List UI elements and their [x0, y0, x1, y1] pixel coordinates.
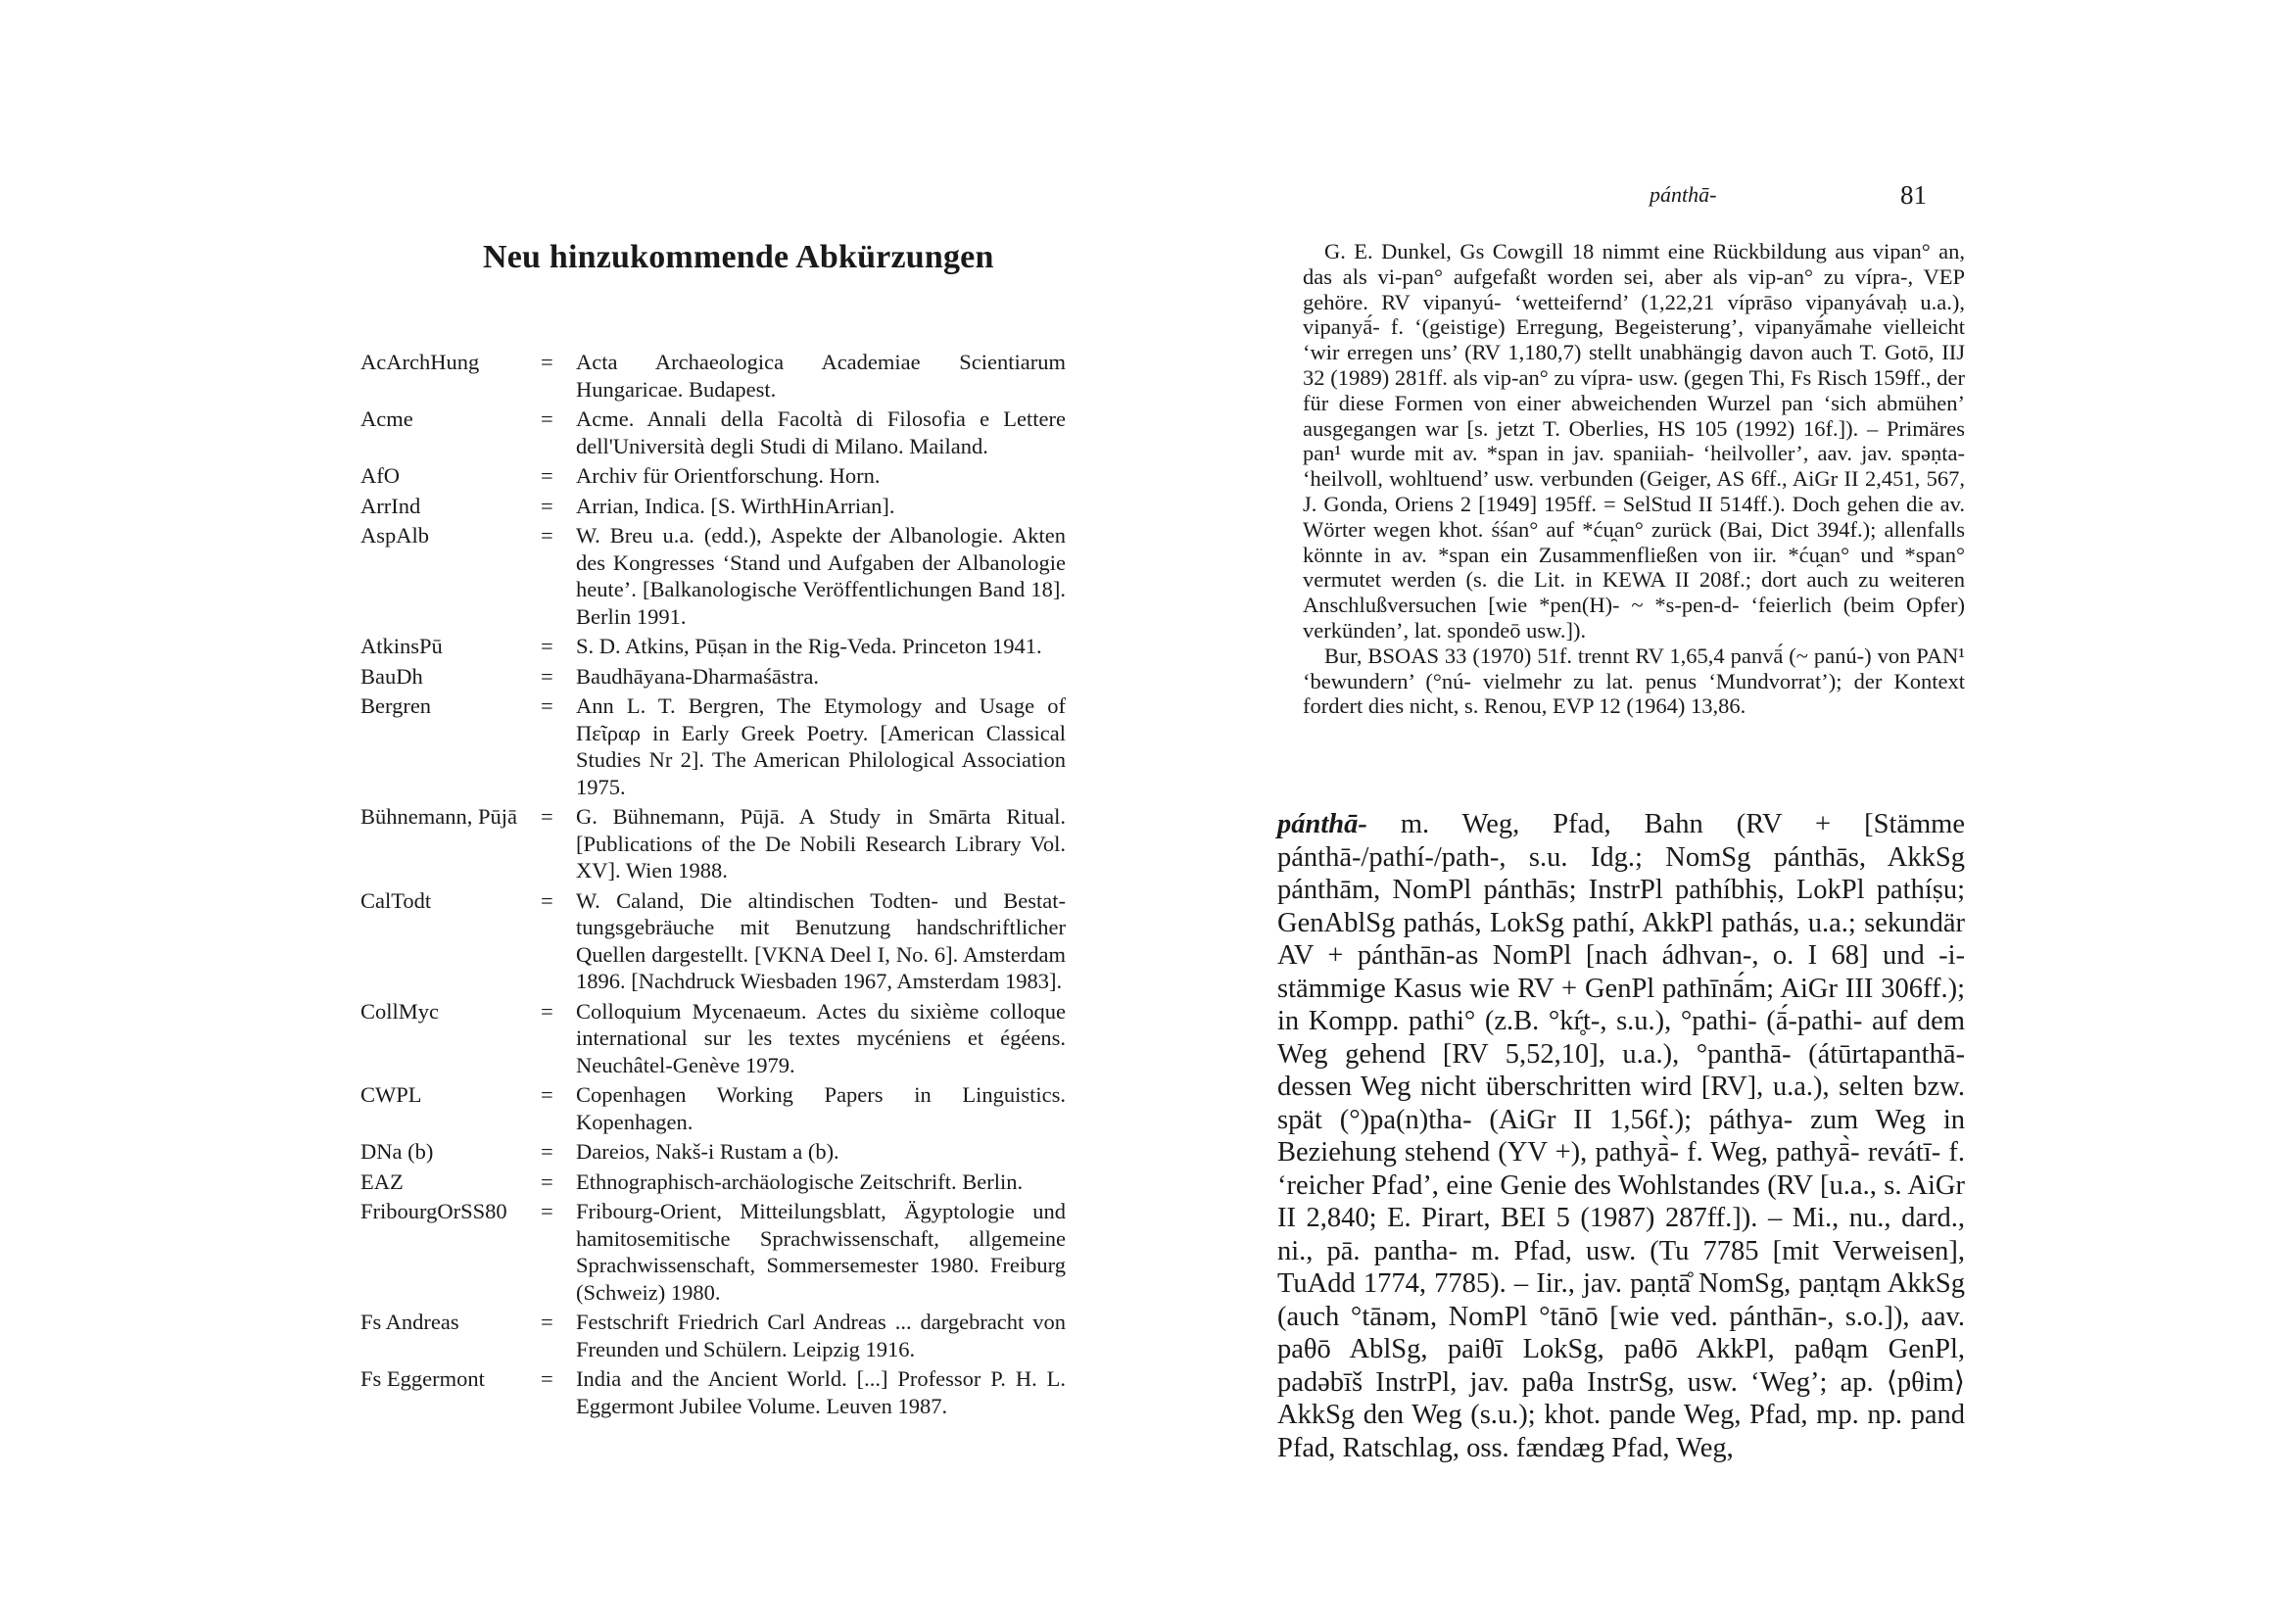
abbreviation-definition: Baudhāyana-Dharmaśāstra. — [576, 663, 820, 689]
abbreviation-entry — [360, 887, 1066, 995]
abbreviation-entry — [360, 692, 1066, 800]
abbreviation-entry — [360, 406, 1066, 459]
equals-sign: = — [541, 998, 553, 1024]
abbreviation-term: ArrInd — [360, 493, 421, 518]
equals-sign: = — [541, 523, 553, 548]
entry-headword: pánthā- — [1277, 809, 1367, 839]
equals-sign: = — [541, 663, 553, 689]
abbreviation-entry — [360, 1365, 1066, 1419]
abbreviation-term: CalTodt — [360, 887, 432, 913]
abbreviation-term: AspAlb — [360, 523, 430, 548]
abbreviation-definition: G. Bühnemann, Pūjā. A Study in Smārta Ritual. [Publications of the De Nobili Research Library Vol. XV]. Wien 1988. — [576, 804, 1066, 883]
abbreviation-entry — [360, 462, 1066, 490]
abbreviation-term: EAZ — [360, 1169, 404, 1194]
entry-text: m. Weg, Pfad, Bahn (RV + [Stämme pánthā-/pathí-/path-, s.u. Idg.; NomSg pánthās, AkkSg pánthām, NomPl pánthās; InstrPl pathíbhiṣ, LokPl pathíṣu; GenAblSg pathás, LokSg pathí, AkkPl pathás, u.a.; sekundär AV + pánthān-as NomPl [nach ádhvan-, o. I 68] und -i-stämmige Kasus wie RV + GenPl pathīnā́m; AiGr III 306ff.); in Kompp. pathi° (z.B. °kŕ̥t-, s.u.), °pathi- (ā́-pathi- auf dem Weg gehend [RV 5,52,10], u.a.), °panthā- (átūrtapanthā- dessen Weg nicht überschritten wird [RV], u.a.), selten bzw. spät (°)pa(n)tha- (AiGr II 1,56f.); páthya- zum Weg in Beziehung stehend (YV +), pathyā̀- f. Weg, pathyā̀- revátī- f. ‘reicher Pfad’, eine Genie des Wohlstandes (RV [u.a., s. AiGr II 2,840; E. Pirart, BEI 5 (1987) 287ff.]). – Mi., nu., dard., ni., pā. pantha- m. Pfad, usw. (Tu 7785 [mit Verweisen], TuAdd 1774, 7785). – Iir., jav. paṇtā̊ NomSg, paṇtąm AkkSg (auch °tānəm, NomPl °tānō [wie ved. pánthān-, s.o.]), aav. paθō AblSg, paiθī LokSg, paθō AkkPl, paθąm GenPl, padəbīš InstrPl, jav. paθa InstrSg, usw. ‘Weg’; ap. ⟨pθim⟩ AkkSg den Weg (s.u.); khot. pande Weg, Pfad, mp. np. pand Pfad, Ratschlag, oss. fændæg Pfad, Weg, — [1277, 809, 1965, 1463]
etymology-note — [1303, 239, 1965, 719]
abbreviation-term: AtkinsPū — [360, 634, 443, 658]
abbreviation-entry — [360, 1309, 1066, 1362]
equals-sign: = — [541, 350, 553, 374]
equals-sign: = — [541, 693, 553, 718]
equals-sign: = — [541, 463, 553, 488]
abbreviation-definition: Ethnographisch-archäologische Zeitschrift. Berlin. — [576, 1169, 1024, 1194]
abbreviation-term: Acme — [360, 406, 413, 431]
running-head: pánthā- — [1650, 182, 1717, 207]
equals-sign: = — [541, 406, 553, 431]
abbreviation-definition: India and the Ancient World. [...] Professor P. H. L. Eggermont Jubilee Volume. Leuven 1987. — [576, 1366, 1066, 1418]
abbreviation-term: Bergren — [360, 693, 432, 718]
abbreviation-definition: Acta Archaeologica Academiae Scientiarum Hungaricae. Budapest. — [576, 350, 1066, 402]
abbreviation-definition: S. D. Atkins, Pūṣan in the Rig-Veda. Princeton 1941. — [576, 634, 1042, 658]
note-paragraph: Bur, BSOAS 33 (1970) 51f. trennt RV 1,65,4 panvā́ (~ panú-) von PAN¹ ‘bewundern’ (°nú- vielmehr zu lat. penus ‘Mundvorrat’); der Kontext fordert dies nicht, s. Renou, EVP 12 (1964) 13,86. — [1303, 643, 1965, 719]
abbreviation-entry — [360, 803, 1066, 884]
abbreviation-definition: Arrian, Indica. [S. WirthHinArrian]. — [576, 493, 895, 518]
abbreviation-definition: W. Breu u.a. (edd.), Aspekte der Albanologie. Akten des Kongresses ‘Stand und Aufgaben der Albanologie heute’. [Balkanologische Veröffentlichungen Band 18]. Berlin 1991. — [576, 523, 1066, 629]
equals-sign: = — [541, 1310, 553, 1334]
abbreviation-definition: Copenhagen Working Papers in Linguistics. Kopenhagen. — [576, 1082, 1066, 1134]
abbreviation-definition: Dareios, Nakš-i Rustam a (b). — [576, 1139, 839, 1164]
abbreviation-term: CollMyc — [360, 998, 440, 1024]
equals-sign: = — [541, 1139, 553, 1164]
equals-sign: = — [541, 1199, 553, 1223]
abbreviation-term: AcArchHung — [360, 350, 480, 374]
abbreviation-entry — [360, 1198, 1066, 1306]
abbreviation-entry — [360, 1169, 1066, 1196]
abbreviation-definition: W. Caland, Die altindischen Todten- und Bestattungsgebräuche mit Benutzung handschriftlicher Quellen dargestellt. [VKNA Deel I, No. 6]. Amsterdam 1896. [Nachdruck Wiesbaden 1967, Amsterdam 1983]. — [576, 887, 1066, 993]
entry-paragraph — [1277, 808, 1965, 1464]
dictionary-entry — [1277, 808, 1965, 1464]
abbreviation-definition: Fribourg-Orient, Mitteilungsblatt, Ägyptologie und hamitosemitische Sprachwissenschaft, allgemeine Sprachwissenschaft, Sommersemester 1980. Freiburg (Schweiz) 1980. — [576, 1199, 1066, 1305]
abbreviation-entry — [360, 493, 1066, 520]
equals-sign: = — [541, 1169, 553, 1194]
equals-sign: = — [541, 493, 553, 518]
abbreviation-term: Fs Andreas — [360, 1310, 459, 1334]
abbreviation-entry — [360, 522, 1066, 630]
abbreviation-entry — [360, 663, 1066, 691]
section-title: Neu hinzukommende Abkürzungen — [483, 239, 994, 275]
abbreviation-term: CWPL — [360, 1082, 422, 1107]
abbreviation-term: FribourgOrSS80 — [360, 1199, 507, 1223]
abbreviation-definition: Acme. Annali della Facoltà di Filosofia e Lettere dell'Università degli Studi di Milano. Mailand. — [576, 406, 1066, 458]
abbreviation-entry — [360, 633, 1066, 660]
abbreviation-term: DNa (b) — [360, 1139, 434, 1164]
abbreviation-entry — [360, 1081, 1066, 1135]
abbreviation-definition: Ann L. T. Bergren, The Etymology and Usage of Πεῖραρ in Early Greek Poetry. [American Classical Studies Nr 2]. The American Philological Association 1975. — [576, 693, 1066, 799]
abbreviation-term: BauDh — [360, 663, 423, 689]
abbreviation-definition: Colloquium Mycenaeum. Actes du sixième colloque international sur les textes mycéniens et égéens. Neuchâtel-Genève 1979. — [576, 998, 1066, 1077]
equals-sign: = — [541, 804, 553, 829]
abbreviation-entry — [360, 1138, 1066, 1166]
equals-sign: = — [541, 1082, 553, 1107]
equals-sign: = — [541, 887, 553, 913]
abbreviation-term: Fs Eggermont — [360, 1366, 485, 1391]
abbreviation-term: AfO — [360, 463, 400, 488]
abbreviation-definition: Archiv für Orientforschung. Horn. — [576, 463, 881, 488]
abbreviation-entry — [360, 998, 1066, 1079]
equals-sign: = — [541, 634, 553, 658]
note-paragraph: G. E. Dunkel, Gs Cowgill 18 nimmt eine Rückbildung aus vipan° an, das als vi-pan° aufgefaßt worden sei, aber als vip-an° zu vípra-, VEP gehöre. RV vipanyú- ‘wetteifernd’ (1,22,21 víprāso vipanyávaḥ u.a.), vipanyā́- f. ‘(geistige) Erregung, Begeisterung’, vipanyā́mahe vielleicht ‘wir erregen uns’ (RV 1,180,7) stellt unabhängig davon auch T. Gotō, IIJ 32 (1989) 281ff. als vip-an° zu vípra- usw. (gegen Thi, Fs Risch 159ff., der für diese Formen von einer abweichenden Wurzel pan ‘sich abmühen’ ausgegangen war [s. jetzt T. Oberlies, HS 105 (1992) 16f.]). – Primäres pan¹ wurde mit av. *span in jav. spaniiah- ‘heilvoller’, aav. jav. spəṇta- ‘heilvoll, wohltuend’ usw. verbunden (Geiger, AS 6ff., AiGr II 2,451, 567, J. Gonda, Oriens 2 [1949] 195ff. = SelStud II 514ff.). Doch gehen die av. Wörter wegen khot. śśan° auf *ću̯an° zurück (Bai, Dict 394f.); allenfalls könnte in av. *span ein Zusammenfließen von iir. *ću̯an° und *span° vermutet werden (s. die Lit. in KEWA II 208f.; dort auch zu weiteren Anschlußversuchen [wie *pen(H)- ~ *s-pen-d- ‘feierlich (beim Opfer) verkünden’, lat. spondeō usw.]). — [1303, 239, 1965, 643]
equals-sign: = — [541, 1366, 553, 1391]
page-number: 81 — [1900, 180, 1927, 210]
abbreviation-list — [360, 349, 1066, 1422]
right-page — [1148, 0, 2296, 1622]
abbreviation-entry — [360, 349, 1066, 403]
abbreviation-definition: Festschrift Friedrich Carl Andreas ... dargebracht von Freunden und Schülern. Leipzig 1916. — [576, 1310, 1066, 1361]
abbreviation-term: Bühnemann, Pūjā — [360, 804, 517, 829]
